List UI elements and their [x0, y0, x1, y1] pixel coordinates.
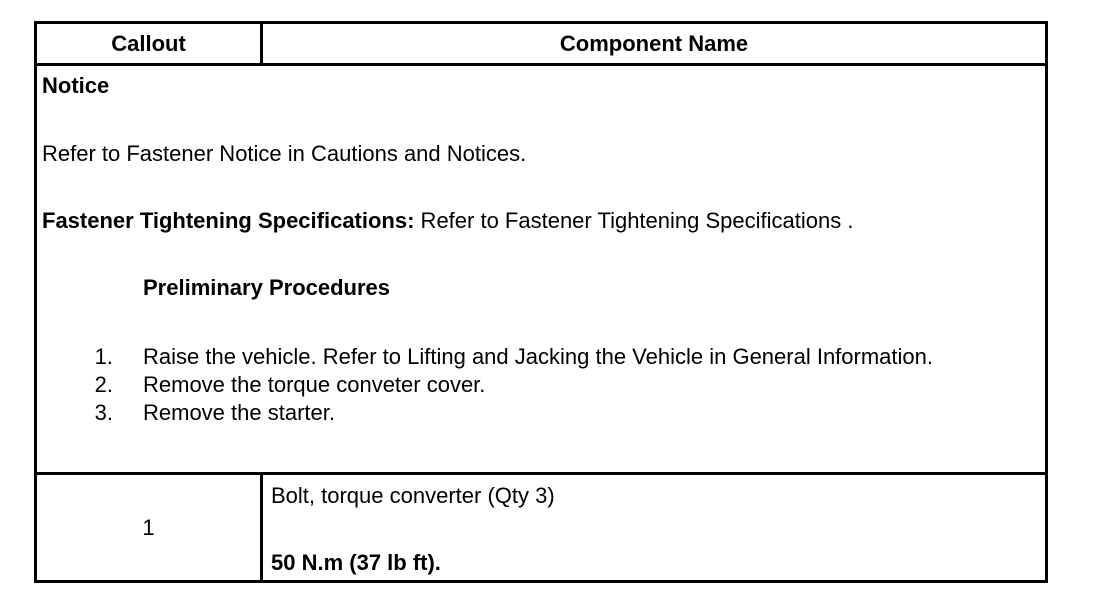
procedure-table	[34, 21, 1048, 583]
preliminary-procedures-title: Preliminary Procedures	[143, 275, 391, 300]
step-number: 2.	[94, 372, 113, 397]
row-component-name: Bolt, torque converter (Qty 3)	[271, 483, 555, 508]
table-header-row	[37, 24, 1045, 66]
step-text: Raise the vehicle. Refer to Lifting and Jacking the Vehicle in General Information.	[143, 344, 934, 369]
notes-cell	[37, 66, 1045, 475]
fastener-spec-text: Refer to Fastener Tightening Specifications .	[414, 208, 854, 233]
row-callout: 1	[37, 475, 263, 580]
step-text: Remove the torque conveter cover.	[143, 372, 486, 397]
fastener-spec-label: Fastener Tightening Specifications:	[42, 208, 415, 233]
step-number: 1.	[94, 344, 113, 369]
table-row	[37, 475, 1045, 580]
header-callout: Callout	[37, 24, 263, 63]
header-component-name: Component Name	[559, 30, 749, 56]
notice-title: Notice	[42, 73, 110, 98]
notice-text: Refer to Fastener Notice in Cautions and Notices.	[42, 141, 527, 166]
fastener-spec-line	[42, 208, 853, 234]
step-number: 3.	[94, 400, 113, 425]
step-text: Remove the starter.	[143, 400, 335, 425]
row-torque-spec: 50 N.m (37 lb ft).	[271, 550, 441, 575]
